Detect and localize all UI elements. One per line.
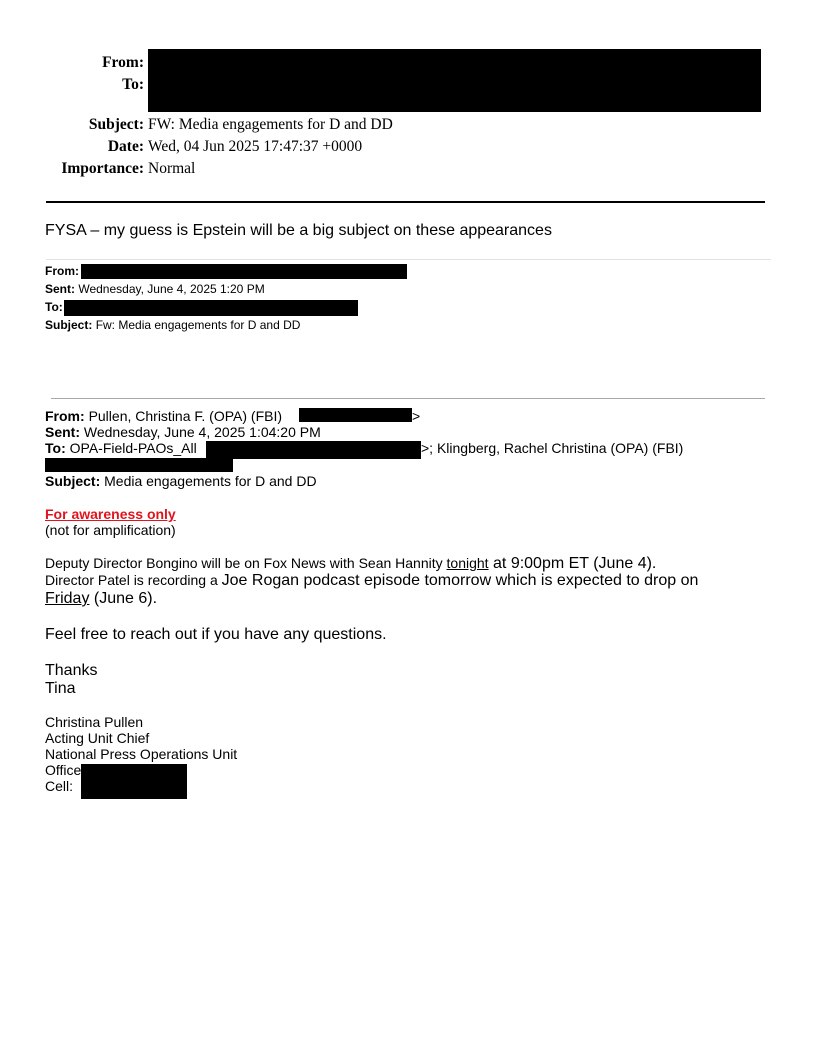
header-divider <box>46 201 765 203</box>
fw-subject-row <box>45 318 300 332</box>
om-from-label: From: <box>45 408 85 424</box>
om-to-rest: >; Klingberg, Rachel Christina (OPA) (FBI) <box>421 440 684 456</box>
om-from-value: Pullen, Christina F. (OPA) (FBI) <box>88 408 283 424</box>
redaction-om-to-second <box>45 458 233 472</box>
awareness-label: For awareness only <box>45 506 176 522</box>
fw-sent-value: Wednesday, June 4, 2025 1:20 PM <box>78 282 265 296</box>
fw-subject-value: Fw: Media engagements for D and DD <box>95 318 301 332</box>
p1-text-a: Deputy Director Bongino will be on Fox News with Sean Hannity <box>45 555 447 571</box>
signature-cell: Cell: <box>45 778 74 794</box>
redaction-from-to <box>148 49 761 112</box>
signature-name: Christina Pullen <box>45 714 144 730</box>
om-from-suffix: > <box>412 408 421 424</box>
fw-to-row <box>45 300 63 314</box>
to-label: To: <box>122 76 144 93</box>
paragraph-friday <box>45 590 157 608</box>
om-to-value: OPA-Field-PAOs_All <box>69 440 197 456</box>
importance-label: Importance: <box>61 160 144 177</box>
fw-to-label: To: <box>45 300 63 314</box>
om-sent-value: Wednesday, June 4, 2025 1:04:20 PM <box>83 424 321 440</box>
note-divider <box>46 259 771 260</box>
p2-text: Joe Rogan podcast episode tomorrow which is expected to drop on <box>221 572 699 589</box>
om-subject-value: Media engagements for D and DD <box>104 473 317 489</box>
redaction-fw-from <box>81 264 407 279</box>
date-label: Date: <box>107 138 144 155</box>
p3-friday: Friday <box>45 590 90 607</box>
om-sent-label: Sent: <box>45 424 80 440</box>
importance-value: Normal <box>148 160 196 177</box>
fw-sent-label: Sent: <box>45 282 75 296</box>
om-subject-row <box>45 473 317 489</box>
fw-from-label: From: <box>45 264 79 278</box>
date-value: Wed, 04 Jun 2025 17:47:37 +0000 <box>148 138 363 155</box>
om-to-row <box>45 440 197 456</box>
paragraph-bongino <box>45 555 656 573</box>
signature-unit: National Press Operations Unit <box>45 746 238 762</box>
om-to-label: To: <box>45 440 66 456</box>
p1-tonight: tonight <box>446 555 489 571</box>
sign-off-name: Tina <box>45 680 76 697</box>
thanks-line: Thanks <box>45 662 98 679</box>
forward-note: FYSA – my guess is Epstein will be a big subject on these appearances <box>45 222 552 239</box>
redaction-fw-to <box>64 300 358 316</box>
redaction-phone-numbers <box>81 764 187 799</box>
signature-title: Acting Unit Chief <box>45 730 150 746</box>
om-subject-label: Subject: <box>45 473 101 489</box>
p2-lead: Director Patel is recording a <box>45 572 222 588</box>
p1-text-b: at 9:00pm ET (June 4). <box>488 555 657 572</box>
subject-label: Subject: <box>88 116 144 133</box>
fw-from-row <box>45 264 79 278</box>
fw-subject-label: Subject: <box>45 318 93 332</box>
om-from-row <box>45 408 282 424</box>
paragraph-patel <box>45 572 698 590</box>
paragraph-reach-out: Feel free to reach out if you have any questions. <box>45 626 387 643</box>
not-for-amplification: (not for amplification) <box>45 522 176 538</box>
subject-value: FW: Media engagements for D and DD <box>148 116 393 133</box>
redaction-om-to-email <box>206 441 421 459</box>
om-sent-row <box>45 424 321 440</box>
p3-text: (June 6). <box>89 590 158 607</box>
original-message-divider <box>51 398 765 399</box>
fw-sent-row <box>45 282 265 296</box>
redaction-om-from-email <box>299 408 412 422</box>
from-label: From: <box>102 54 144 71</box>
signature-office: Office <box>45 762 82 778</box>
